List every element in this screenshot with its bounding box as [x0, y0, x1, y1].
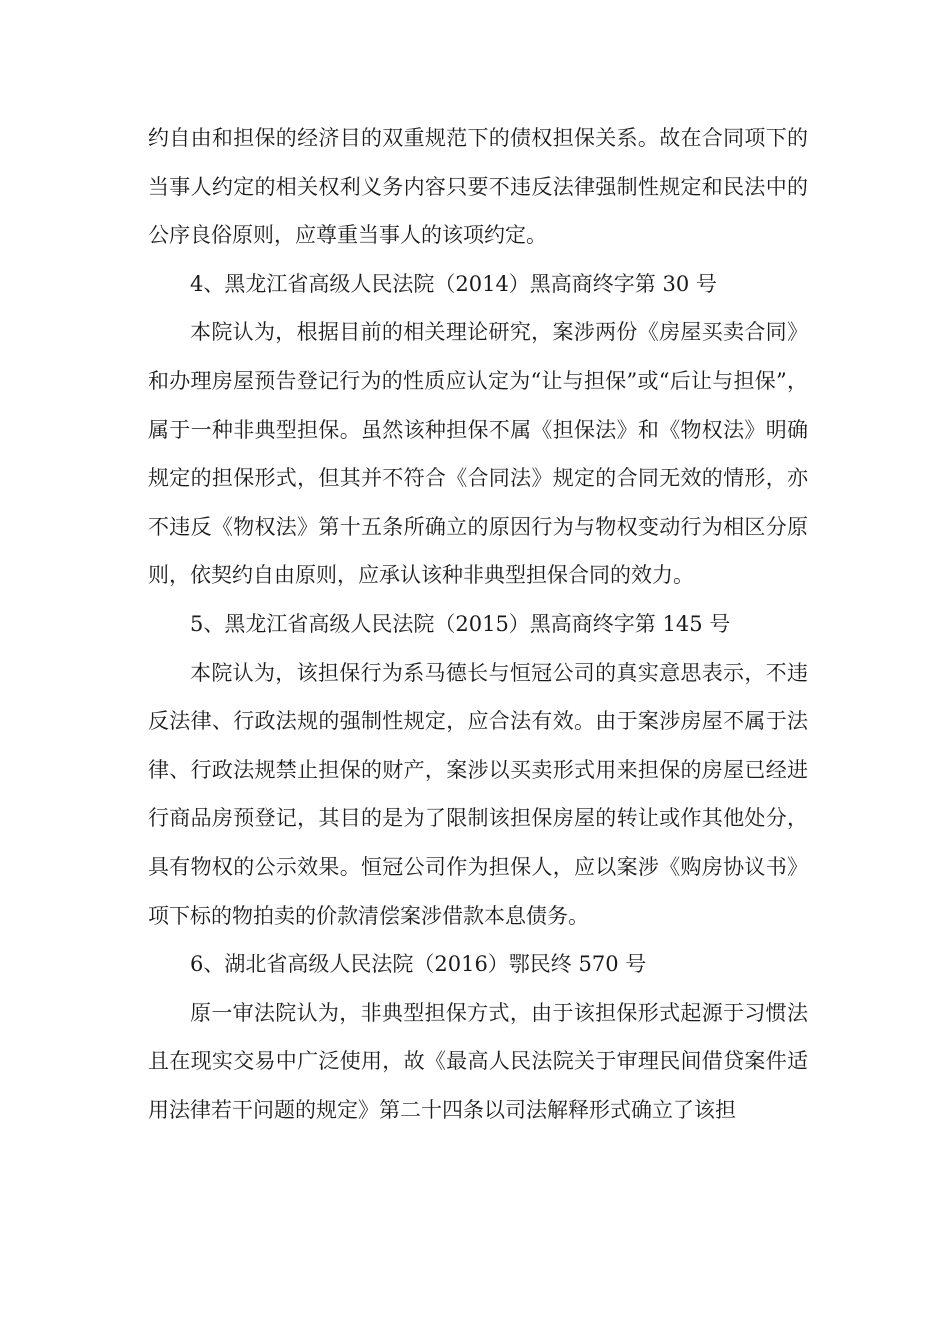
document-body — [148, 114, 808, 1134]
case-heading-6: 6、湖北省高级人民法院（2016）鄂民终 570 号 — [190, 952, 647, 977]
paragraph-case-4: 本院认为，根据目前的相关理论研究，案涉两份《房屋买卖合同》和办理房屋预告登记行为的性质应认定为“让与担保”或“后让与担保”，属于一种非典型担保。虽然该种担保不属《担保法》和《物权法》明确规定的担保形式，但其并不符合《合同法》规定的合同无效的情形，亦不违反《物权法》第十五条所确立的原因行为与物权变动行为相区分原则，依契约自由原则，应承认该种非典型担保合同的效力。 — [148, 320, 808, 588]
paragraph-case-6: 原一审法院认为，非典型担保方式，由于该担保形式起源于习惯法且在现实交易中广泛使用，故《最高人民法院关于审理民间借贷案件适用法律若干问题的规定》第二十四条以司法解释形式确立了该担 — [148, 1000, 808, 1122]
case-heading-4: 4、黑龙江省高级人民法院（2014）黑高商终字第 30 号 — [190, 271, 717, 296]
paragraph-case-5: 本院认为，该担保行为系马德长与恒冠公司的真实意思表示，不违反法律、行政法规的强制性规定，应合法有效。由于案涉房屋不属于法律、行政法规禁止担保的财产，案涉以买卖形式用来担保的房屋已经进行商品房预登记，其目的是为了限制该担保房屋的转让或作其他处分，具有物权的公示效果。恒冠公司作为担保人，应以案涉《购房协议书》项下标的物拍卖的价款清偿案涉借款本息债务。 — [148, 660, 808, 928]
paragraph-continuation: 约自由和担保的经济目的双重规范下的债权担保关系。故在合同项下的当事人约定的相关权利义务内容只要不违反法律强制性规定和民法中的公序良俗原则，应尊重当事人的该项约定。 — [148, 126, 808, 248]
case-heading-5: 5、黑龙江省高级人民法院（2015）黑高商终字第 145 号 — [190, 611, 731, 636]
